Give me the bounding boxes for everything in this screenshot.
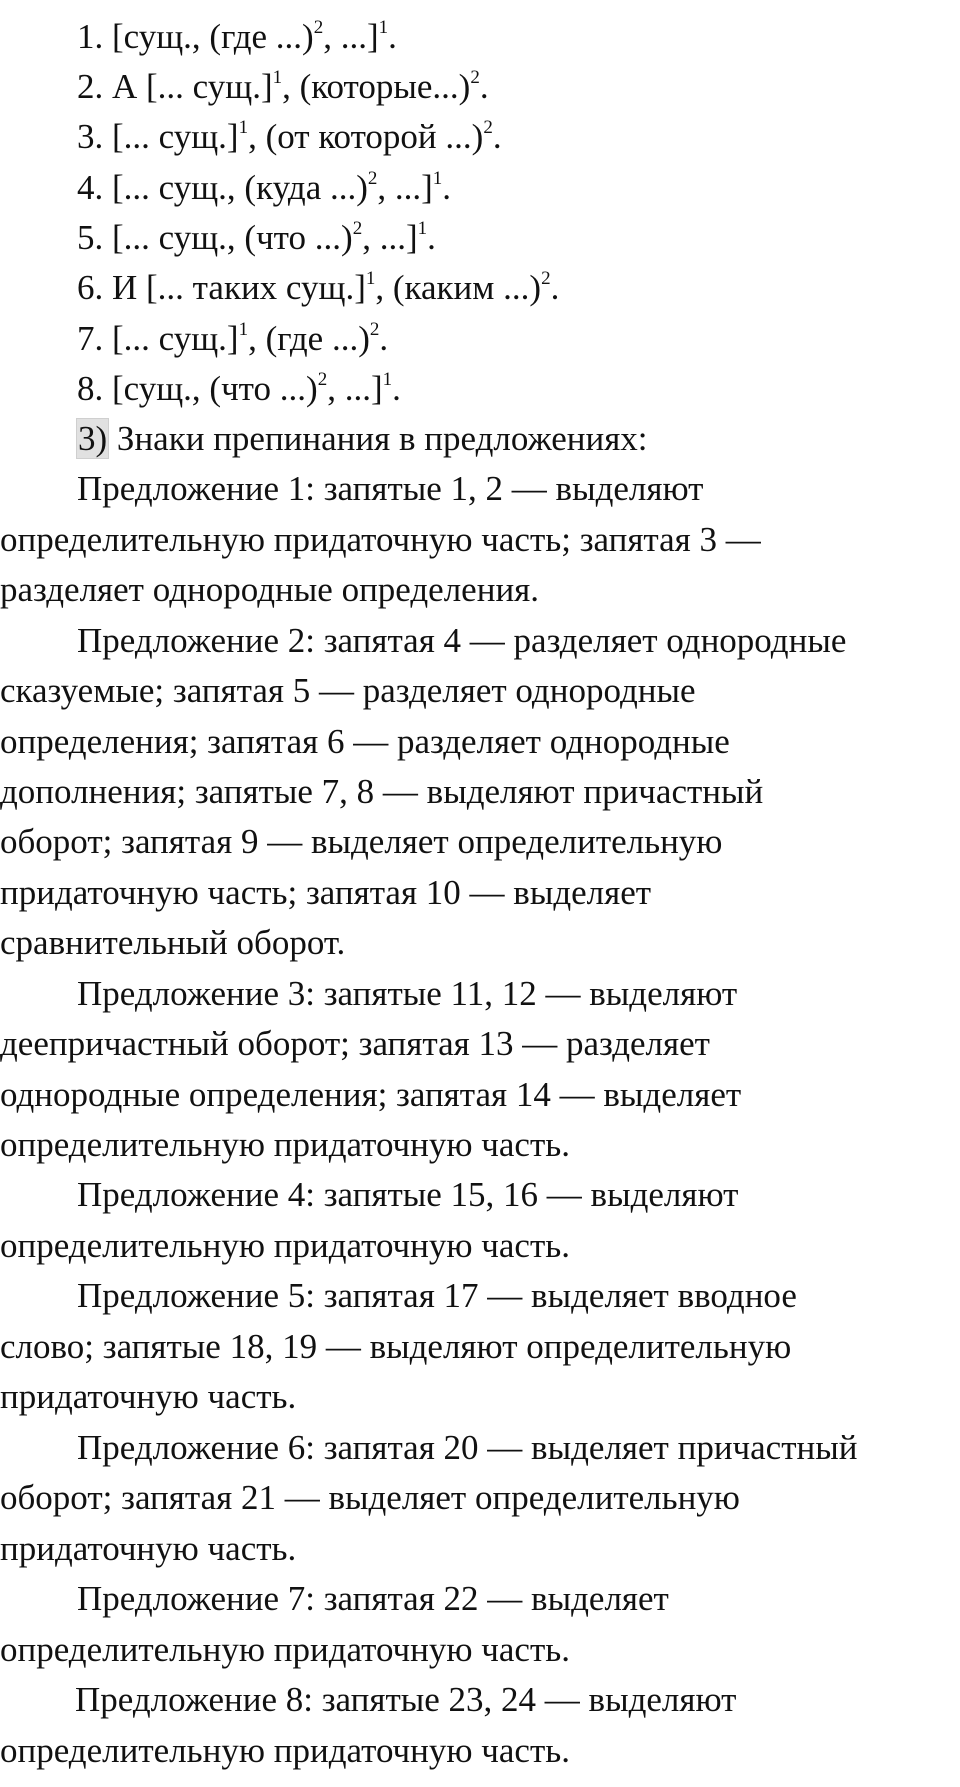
scheme-text: . <box>427 218 436 257</box>
scheme-superscript: 2 <box>483 117 493 138</box>
sentence-7-line-1: Предложение 7: запятая 22 — выделяет <box>77 1579 669 1618</box>
scheme-number: 1. <box>77 17 104 56</box>
scheme-number: 3. <box>77 117 104 156</box>
scheme-line-3 <box>77 117 502 157</box>
sentence-4-line-1: Предложение 4: запятые 15, 16 — выделяют <box>77 1175 739 1214</box>
sentence-2-line-6: придаточную часть; запятая 10 — выделяет <box>0 873 652 912</box>
scheme-text: . <box>492 117 502 156</box>
sentence-8-line-1: Предложение 8: запятые 23, 24 — выделяют <box>75 1680 737 1719</box>
sentence-2-line-5: оборот; запятая 9 — выделяет определительную <box>0 822 723 861</box>
scheme-superscript: 2 <box>317 369 328 390</box>
sentence-3-line-4: определительную придаточную часть. <box>0 1125 570 1164</box>
scheme-number: 5. <box>77 218 104 257</box>
section-number: 3) <box>78 419 108 458</box>
scheme-line-4 <box>77 168 451 208</box>
scheme-text: . <box>442 168 452 207</box>
scheme-text: . <box>379 319 389 358</box>
scheme-text: [сущ., (что ...) <box>112 369 318 408</box>
scheme-text: , ...] <box>362 218 418 257</box>
scheme-text: [... сущ., (куда ...) <box>112 168 368 207</box>
scheme-superscript: 1 <box>238 319 249 340</box>
sentence-6-line-2: оборот; запятая 21 — выделяет определительную <box>0 1478 740 1517</box>
sentence-2-line-2: сказуемые; запятая 5 — разделяет однородные <box>0 671 696 710</box>
scheme-text: . <box>479 67 489 106</box>
scheme-text: [сущ., (где ...) <box>112 17 314 56</box>
scheme-number: 7. <box>77 319 104 358</box>
section-title: Знаки препинания в предложениях: <box>116 419 648 458</box>
sentence-2-line-3: определения; запятая 6 — разделяет однородные <box>0 722 730 761</box>
scheme-text: , (которые...) <box>282 67 471 106</box>
scheme-text: И [... таких сущ.] <box>112 268 366 307</box>
sentence-1-line-3: разделяет однородные определения. <box>0 570 540 609</box>
scheme-text: , ...] <box>323 17 379 56</box>
sentence-1-line-2: определительную придаточную часть; запятая 3 — <box>0 520 761 559</box>
scheme-text: . <box>388 17 397 56</box>
sentence-3-line-2: деепричастный оборот; запятая 13 — разделяет <box>0 1024 710 1063</box>
sentence-2-line-7: сравнительный оборот. <box>0 923 346 962</box>
scheme-number: 8. <box>77 369 104 408</box>
scheme-superscript: 1 <box>365 268 376 289</box>
sentence-3-line-1: Предложение 3: запятые 11, 12 — выделяют <box>77 974 738 1013</box>
scheme-superscript: 2 <box>470 67 480 88</box>
scheme-superscript: 2 <box>367 168 378 189</box>
scheme-superscript: 2 <box>369 319 380 340</box>
scheme-text: А [... сущ.] <box>112 67 273 106</box>
scheme-superscript: 1 <box>382 369 393 390</box>
scheme-line-8 <box>77 369 401 409</box>
scheme-line-1 <box>77 17 397 57</box>
sentence-8-line-2: определительную придаточную часть. <box>0 1731 570 1770</box>
scheme-text: , ...] <box>377 168 433 207</box>
scheme-superscript: 2 <box>352 218 363 239</box>
scheme-line-5 <box>77 218 436 258</box>
scheme-superscript: 2 <box>313 17 324 38</box>
scheme-text: , (от которой ...) <box>248 117 484 156</box>
scheme-line-6 <box>77 268 559 308</box>
scheme-text: , (каким ...) <box>375 268 542 307</box>
sentence-4-line-2: определительную придаточную часть. <box>0 1226 570 1265</box>
scheme-text: . <box>550 268 560 307</box>
scheme-text: . <box>392 369 401 408</box>
scheme-superscript: 1 <box>417 218 428 239</box>
section-heading <box>77 419 648 459</box>
scheme-text: [... сущ., (что ...) <box>112 218 353 257</box>
scheme-line-2 <box>77 67 489 107</box>
scheme-text: , ...] <box>327 369 383 408</box>
sentence-2-line-1: Предложение 2: запятая 4 — разделяет однородные <box>77 621 847 660</box>
sentence-3-line-3: однородные определения; запятая 14 — выделяет <box>0 1075 742 1114</box>
scheme-number: 6. <box>77 268 104 307</box>
scheme-superscript: 1 <box>432 168 443 189</box>
scheme-text: , (где ...) <box>248 319 370 358</box>
sentence-6-line-3: придаточную часть. <box>0 1529 297 1568</box>
scheme-text: [... сущ.] <box>112 319 239 358</box>
sentence-2-line-4: дополнения; запятые 7, 8 — выделяют причастный <box>0 772 764 811</box>
sentence-7-line-2: определительную придаточную часть. <box>0 1630 570 1669</box>
scheme-superscript: 1 <box>378 17 389 38</box>
sentence-5-line-3: придаточную часть. <box>0 1377 297 1416</box>
sentence-5-line-2: слово; запятые 18, 19 — выделяют определительную <box>0 1327 792 1366</box>
scheme-superscript: 1 <box>272 67 283 88</box>
scheme-number: 4. <box>77 168 104 207</box>
scheme-line-7 <box>77 319 388 359</box>
scheme-superscript: 1 <box>238 117 249 138</box>
scheme-text: [... сущ.] <box>112 117 239 156</box>
sentence-1-line-1: Предложение 1: запятые 1, 2 — выделяют <box>77 469 704 508</box>
sentence-6-line-1: Предложение 6: запятая 20 — выделяет причастный <box>77 1428 858 1467</box>
scheme-number: 2. <box>77 67 104 106</box>
scheme-superscript: 2 <box>541 268 551 289</box>
sentence-5-line-1: Предложение 5: запятая 17 — выделяет вводное <box>77 1276 797 1315</box>
